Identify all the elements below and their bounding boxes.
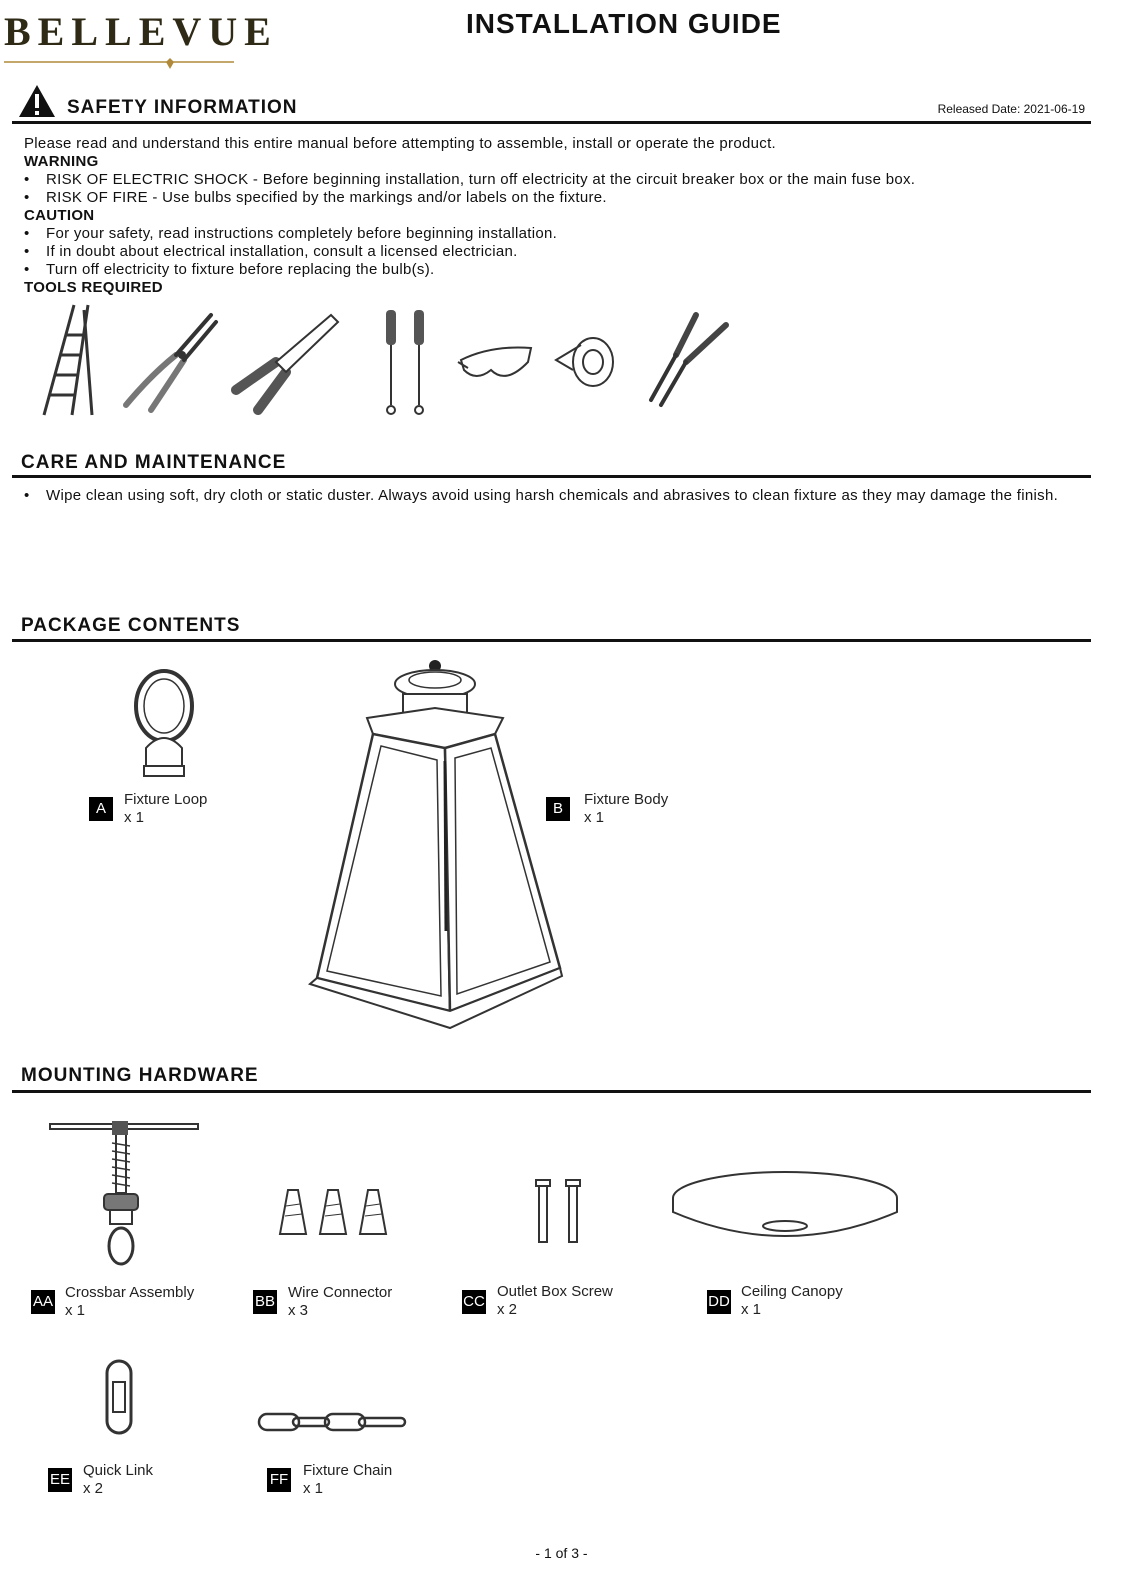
fixture-body-icon [305,656,565,1034]
tools-label: TOOLS REQUIRED [24,279,163,296]
electrical-tape-icon [556,338,613,386]
quick-link-icon [104,1358,134,1436]
page-title: INSTALLATION GUIDE [466,8,782,39]
warning-icon [18,84,56,118]
wire-connector-icon [276,1186,390,1240]
part-name: Fixture Loop [124,791,208,808]
ceiling-canopy-icon [670,1168,900,1250]
hardware-heading: MOUNTING HARDWARE [21,1065,259,1086]
safety-intro: Please read and understand this entire manual before attempting to assemble, install or operate the product. [24,135,777,152]
lineman-pliers-icon [651,315,726,405]
caution-item: • If in doubt about electrical installation, consult a licensed electrician. [24,243,1094,261]
part-qty: x 1 [584,809,605,826]
section-divider [12,639,1091,642]
part-label-cc [497,1283,613,1319]
safety-body [24,135,1094,297]
part-badge-bb: BB [253,1290,277,1314]
part-qty: x 2 [83,1480,104,1497]
part-label-ff [303,1462,392,1498]
tools-row [36,300,736,420]
outlet-box-screw-icon [532,1178,584,1246]
safety-glasses-icon [458,348,531,377]
part-qty: x 1 [65,1302,86,1319]
part-label-bb [288,1284,392,1320]
part-badge-ee: EE [48,1468,72,1492]
part-qty: x 2 [497,1301,518,1318]
part-label-ee [83,1462,153,1498]
section-divider [12,121,1091,124]
part-qty: x 1 [741,1301,762,1318]
logo-divider-icon [4,58,234,70]
part-name: Quick Link [83,1462,154,1479]
part-qty: x 1 [303,1480,324,1497]
part-qty: x 1 [124,809,145,826]
part-name: Wire Connector [288,1284,393,1301]
section-divider [12,1090,1091,1093]
part-badge-aa: AA [31,1290,55,1314]
caution-item: • For your safety, read instructions completely before beginning installation. [24,225,1094,243]
safety-heading: SAFETY INFORMATION [67,97,298,118]
screwdrivers-icon [386,310,424,414]
part-name: Fixture Chain [303,1462,393,1479]
crossbar-assembly-icon [46,1118,201,1268]
part-qty: x 3 [288,1302,309,1319]
part-badge-dd: DD [707,1290,731,1314]
part-label-a [124,791,207,827]
released-date: Released Date: 2021-06-19 [937,102,1085,116]
brand-logo: BELLEVUE [4,9,278,54]
care-heading: CARE AND MAINTENANCE [21,452,287,473]
warning-item: • RISK OF ELECTRIC SHOCK - Before beginning installation, turn off electricity at the circuit breaker box or the main fuse box. [24,171,1094,189]
warning-item: • RISK OF FIRE - Use bulbs specified by the markings and/or labels on the fixture. [24,189,1094,207]
part-name: Outlet Box Screw [497,1283,613,1300]
part-label-aa [65,1284,194,1320]
slip-joint-pliers-icon [126,315,216,410]
part-badge-a: A [89,797,113,821]
section-divider [12,475,1091,478]
part-label-dd [741,1283,843,1319]
fixture-chain-icon [257,1408,409,1436]
caution-item: • Turn off electricity to fixture before replacing the bulb(s). [24,261,1094,279]
part-badge-ff: FF [267,1468,291,1492]
ladder-icon [44,305,92,415]
part-name: Ceiling Canopy [741,1283,843,1300]
part-name: Crossbar Assembly [65,1284,195,1301]
fixture-loop-icon [128,668,200,780]
part-badge-b: B [546,797,570,821]
part-label-b [584,791,668,827]
package-heading: PACKAGE CONTENTS [21,615,241,636]
part-name: Fixture Body [584,791,669,808]
page-number: - 1 of 3 - [535,1545,588,1561]
wire-stripper-icon [236,315,338,410]
caution-label: CAUTION [24,207,95,224]
warning-label: WARNING [24,153,99,170]
part-badge-cc: CC [462,1290,486,1314]
care-item: • Wipe clean using soft, dry cloth or static duster. Always avoid using harsh chemicals and abrasives to clean fixture as they may damage the finish. [24,487,1106,505]
